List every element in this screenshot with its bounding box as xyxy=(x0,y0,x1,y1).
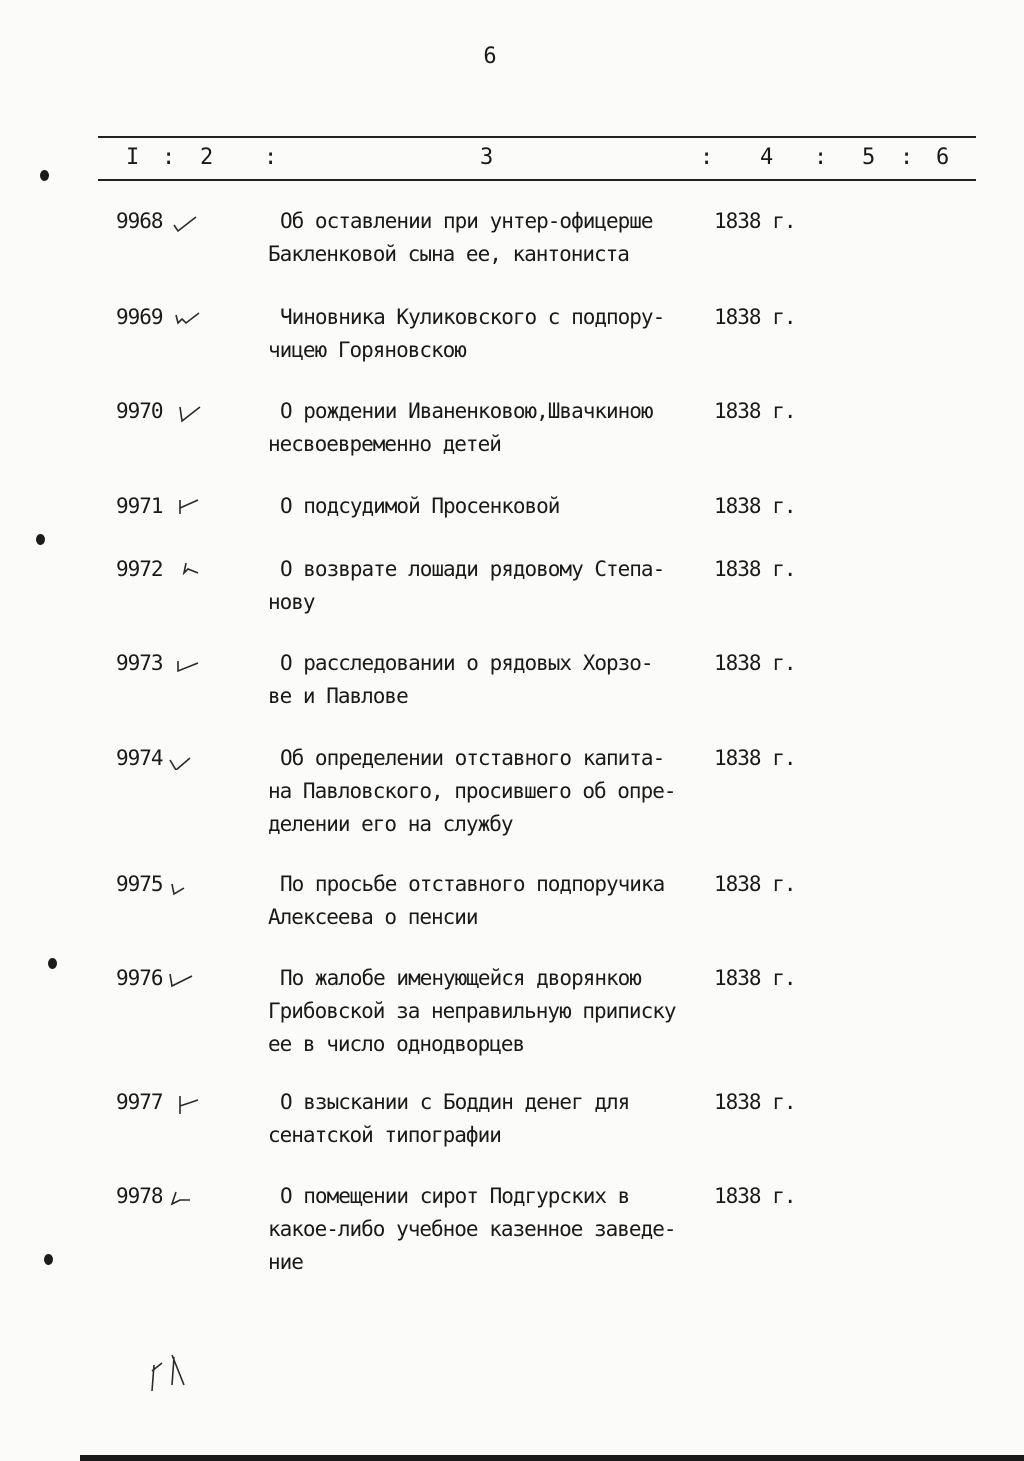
entry-description-line: делении его на службу xyxy=(268,812,513,836)
entry-number: 9975 xyxy=(116,872,163,896)
entry-description xyxy=(268,1180,718,1279)
checkmark-icon xyxy=(168,968,194,990)
entry-year: 1838 г. xyxy=(714,651,796,675)
column-header-5: 5 xyxy=(862,145,876,170)
entry-description xyxy=(268,868,718,934)
column-separator: : xyxy=(900,145,914,170)
entry-description-line: Алексеева о пенсии xyxy=(268,905,478,929)
checkmark-icon xyxy=(170,1186,196,1208)
checkmark-icon xyxy=(180,559,206,581)
entry-number: 9973 xyxy=(116,651,163,675)
header-top-rule xyxy=(98,136,976,138)
entry-description-line: на Павловского, просившего об опре- xyxy=(268,779,676,803)
scan-edge-bar xyxy=(80,1455,1024,1461)
entry-description xyxy=(268,490,718,523)
entry-description-line: О взыскании с Боддин денег для xyxy=(280,1090,630,1114)
entry-description-line: О рождении Иваненковою,Швачкиною xyxy=(280,399,653,423)
column-separator: : xyxy=(814,145,828,170)
punch-hole-icon xyxy=(40,170,49,181)
checkmark-icon xyxy=(176,401,202,423)
entry-description-line: Чиновника Куликовского с подпору- xyxy=(280,305,665,329)
entry-description-line: По жалобе именующейся дворянкою xyxy=(280,966,641,990)
column-header-2: 2 xyxy=(200,145,214,170)
entry-description xyxy=(268,205,718,271)
entry-description xyxy=(268,1086,718,1152)
entry-number: 9971 xyxy=(116,494,163,518)
entry-description-line: Бакленковой сына ее, кантониста xyxy=(268,242,629,266)
entry-description-line: Об оставлении при унтер-офицерше xyxy=(280,209,653,233)
column-separator: : xyxy=(162,145,176,170)
entry-description-line: Грибовской за неправильную приписку xyxy=(268,999,676,1023)
entry-description-line: несвоевременно детей xyxy=(268,432,501,456)
entry-year: 1838 г. xyxy=(714,305,796,329)
entry-year: 1838 г. xyxy=(714,399,796,423)
entry-description-line: О подсудимой Просенковой xyxy=(280,494,560,518)
punch-hole-icon xyxy=(44,1254,53,1265)
entry-number: 9974 xyxy=(116,746,163,770)
entry-description xyxy=(268,301,718,367)
entry-description xyxy=(268,962,718,1061)
column-separator: : xyxy=(700,145,714,170)
entry-description-line: нову xyxy=(268,590,315,614)
entry-number: 9976 xyxy=(116,966,163,990)
entry-year: 1838 г. xyxy=(714,872,796,896)
handwritten-signature-icon xyxy=(146,1335,200,1395)
column-header-4: 4 xyxy=(760,145,774,170)
entry-description-line: чицею Горяновскою xyxy=(268,338,466,362)
entry-description-line: О возврате лошади рядовому Степа- xyxy=(280,557,665,581)
checkmark-icon xyxy=(172,211,198,233)
checkmark-icon xyxy=(176,1092,202,1114)
column-header-3: 3 xyxy=(480,145,494,170)
entry-year: 1838 г. xyxy=(714,209,796,233)
checkmark-icon xyxy=(168,748,194,770)
punch-hole-icon xyxy=(36,534,45,545)
column-header-6: 6 xyxy=(936,145,950,170)
entry-description-line: Об определении отставного капита- xyxy=(280,746,665,770)
entry-description xyxy=(268,742,718,841)
entry-number: 9977 xyxy=(116,1090,163,1114)
entry-number: 9968 xyxy=(116,209,163,233)
entry-description-line: О расследовании о рядовых Хорзо- xyxy=(280,651,653,675)
entry-year: 1838 г. xyxy=(714,494,796,518)
entry-number: 9978 xyxy=(116,1184,163,1208)
entry-description xyxy=(268,553,718,619)
page-number: 6 xyxy=(483,44,497,69)
entry-description xyxy=(268,395,718,461)
header-bottom-rule xyxy=(98,179,976,181)
entry-year: 1838 г. xyxy=(714,746,796,770)
entry-description xyxy=(268,647,718,713)
entry-number: 9970 xyxy=(116,399,163,423)
column-header-1: I xyxy=(126,145,140,170)
entry-description-line: О помещении сирот Подгурских в xyxy=(280,1184,630,1208)
column-separator: : xyxy=(264,145,278,170)
entry-number: 9969 xyxy=(116,305,163,329)
checkmark-icon xyxy=(174,653,200,675)
entry-year: 1838 г. xyxy=(714,1090,796,1114)
entry-description-line: ее в число однодворцев xyxy=(268,1032,525,1056)
checkmark-icon xyxy=(176,496,202,518)
entry-description-line: ние xyxy=(268,1250,303,1274)
checkmark-icon xyxy=(174,307,200,329)
entry-year: 1838 г. xyxy=(714,557,796,581)
entry-number: 9972 xyxy=(116,557,163,581)
entry-year: 1838 г. xyxy=(714,1184,796,1208)
entry-description-line: сенатской типографии xyxy=(268,1123,501,1147)
entry-description-line: По просьбе отставного подпоручика xyxy=(280,872,665,896)
punch-hole-icon xyxy=(48,958,57,969)
entry-description-line: ве и Павлове xyxy=(268,684,408,708)
entry-year: 1838 г. xyxy=(714,966,796,990)
entry-description-line: какое-либо учебное казенное заведе- xyxy=(268,1217,676,1241)
checkmark-icon xyxy=(168,874,194,896)
